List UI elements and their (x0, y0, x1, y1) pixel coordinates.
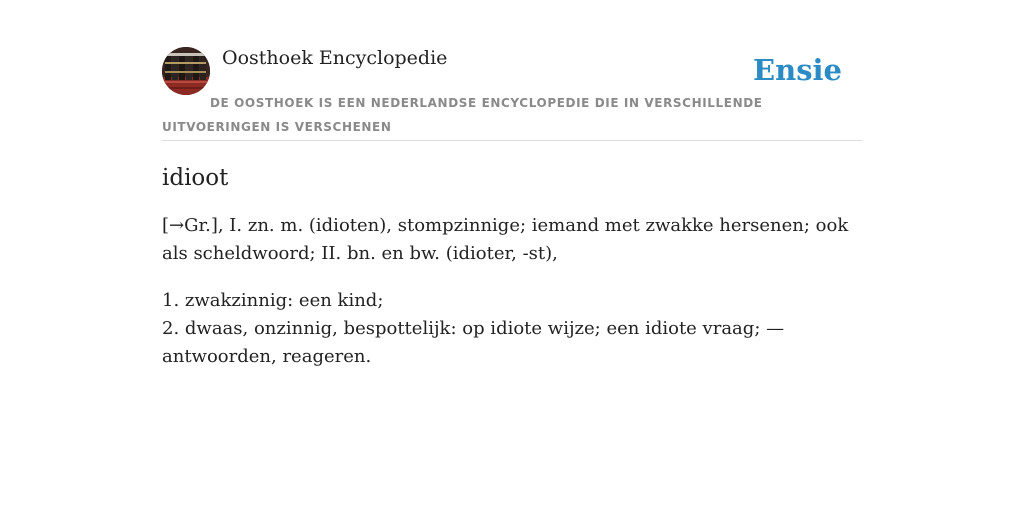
sense-item: 1. zwakzinnig: een kind; (162, 290, 384, 311)
encyclopedia-books-icon[interactable] (162, 47, 210, 95)
source-header (162, 46, 862, 141)
entry-senses (162, 287, 862, 371)
entry-body (162, 212, 862, 371)
entry (162, 160, 862, 390)
ensie-logo-link[interactable]: Ensie (753, 53, 842, 87)
entry-definition: [→Gr.], I. zn. m. (idioten), stompzinnige; iemand met zwakke hersenen; ook als scheldwoord; II. bn. en bw. (idioter, -st), (162, 215, 849, 264)
sense-item: 2. dwaas, onzinnig, bespottelijk: op idiote wijze; een idiote vraag; — antwoorden, reageren. (162, 318, 785, 367)
source-name[interactable]: Oosthoek Encyclopedie (222, 47, 448, 69)
source-description: DE OOSTHOEK IS EEN NEDERLANDSE ENCYCLOPEDIE DIE IN VERSCHILLENDE UITVOERINGEN IS VERSCHENEN (162, 96, 763, 134)
entry-title: idioot (162, 165, 229, 191)
